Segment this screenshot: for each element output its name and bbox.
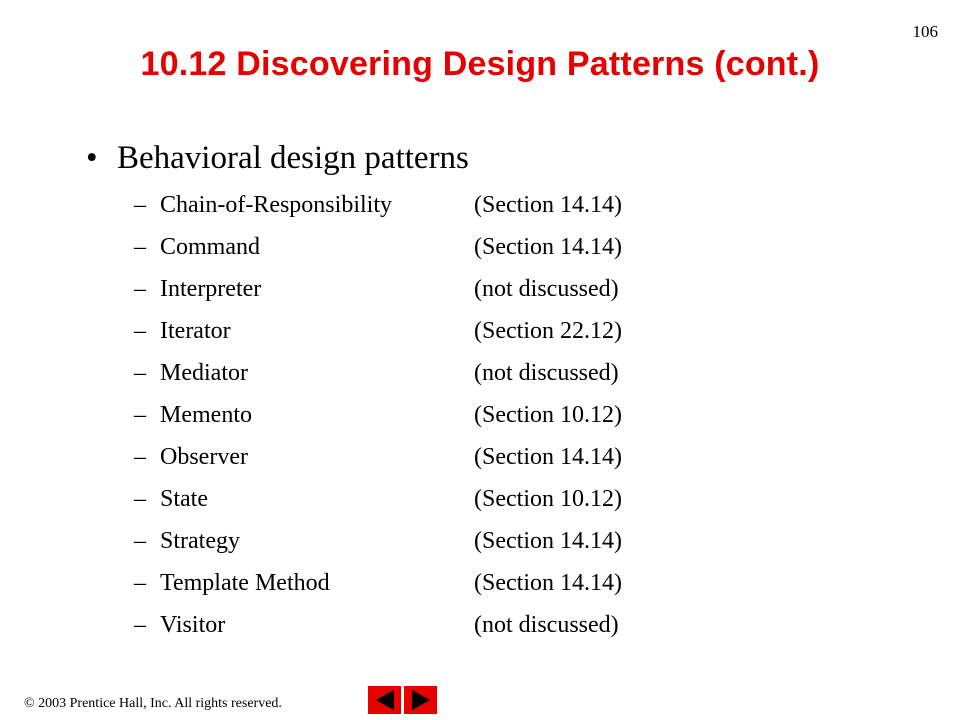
pattern-row [134, 604, 622, 646]
pattern-name: Observer [160, 444, 248, 470]
pattern-name: State [160, 486, 208, 512]
dash-symbol: – [134, 444, 146, 470]
pattern-reference: (Section 14.14) [474, 192, 622, 218]
pattern-name: Template Method [160, 570, 330, 596]
pattern-reference: (Section 14.14) [474, 444, 622, 470]
bullet-text: Behavioral design patterns [117, 140, 469, 176]
pattern-name: Strategy [160, 528, 240, 554]
dash-symbol: – [134, 612, 146, 638]
dash-symbol: – [134, 570, 146, 596]
slide-navigation [368, 686, 437, 714]
pattern-row [134, 562, 622, 604]
pattern-reference: (Section 14.14) [474, 528, 622, 554]
next-slide-button[interactable] [404, 686, 437, 714]
pattern-reference: (Section 10.12) [474, 486, 622, 512]
left-arrow-icon [370, 687, 400, 713]
slide-title: 10.12 Discovering Design Patterns (cont.) [140, 45, 820, 83]
pattern-reference: (not discussed) [474, 276, 619, 302]
bullet-heading [86, 140, 469, 177]
dash-symbol: – [134, 528, 146, 554]
right-arrow-icon [406, 687, 436, 713]
pattern-name: Chain-of-Responsibility [160, 192, 392, 218]
pattern-row [134, 184, 622, 226]
pattern-row [134, 478, 622, 520]
dash-symbol: – [134, 402, 146, 428]
pattern-name: Command [160, 234, 260, 260]
pattern-reference: (Section 10.12) [474, 402, 622, 428]
pattern-row [134, 520, 622, 562]
pattern-reference: (not discussed) [474, 612, 619, 638]
pattern-row [134, 436, 622, 478]
dash-symbol: – [134, 276, 146, 302]
dash-symbol: – [134, 318, 146, 344]
copyright-footer: © 2003 Prentice Hall, Inc. All rights reserved. [24, 696, 282, 711]
pattern-name: Visitor [160, 612, 226, 638]
dash-symbol: – [134, 360, 146, 386]
pattern-row [134, 268, 622, 310]
pattern-reference: (Section 14.14) [474, 570, 622, 596]
pattern-reference: (not discussed) [474, 360, 619, 386]
pattern-row [134, 394, 622, 436]
dash-symbol: – [134, 486, 146, 512]
pattern-name: Interpreter [160, 276, 262, 302]
pattern-name: Mediator [160, 360, 248, 386]
page-number: 106 [912, 22, 938, 41]
dash-symbol: – [134, 192, 146, 218]
pattern-name: Memento [160, 402, 252, 428]
pattern-row [134, 226, 622, 268]
pattern-name: Iterator [160, 318, 231, 344]
bullet-symbol: • [86, 140, 98, 176]
dash-symbol: – [134, 234, 146, 260]
pattern-list [134, 184, 622, 646]
pattern-reference: (Section 14.14) [474, 234, 622, 260]
pattern-reference: (Section 22.12) [474, 318, 622, 344]
pattern-row [134, 310, 622, 352]
previous-slide-button[interactable] [368, 686, 401, 714]
pattern-row [134, 352, 622, 394]
